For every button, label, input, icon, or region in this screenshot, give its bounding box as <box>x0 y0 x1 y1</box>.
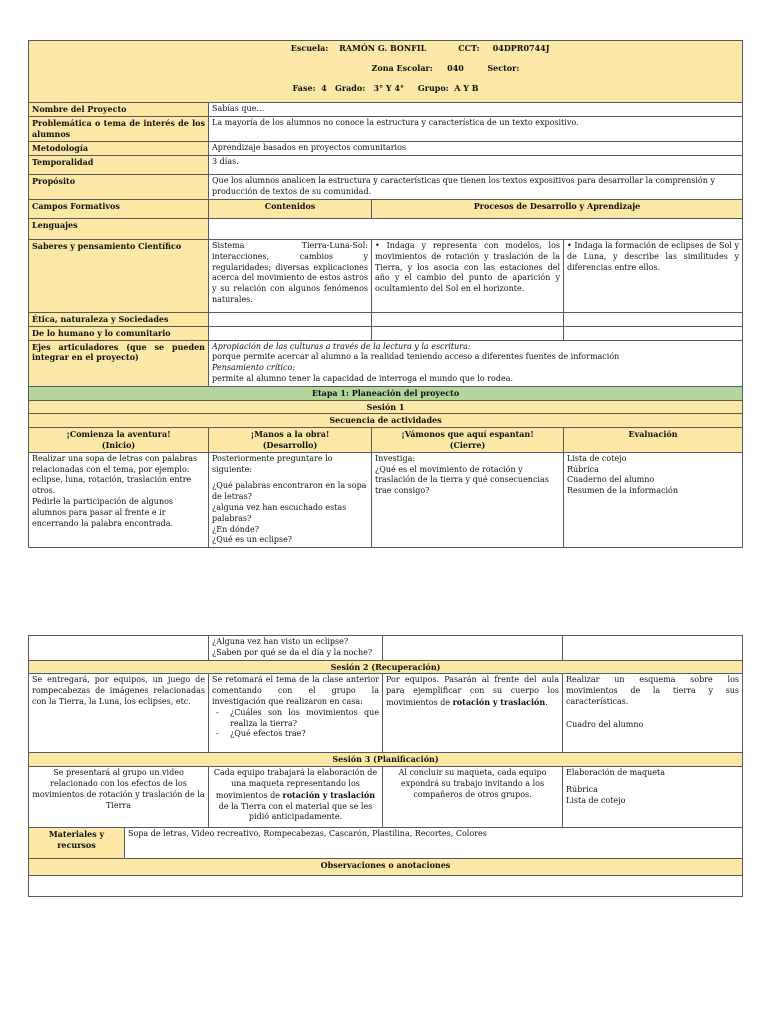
cierre-header <box>372 428 564 453</box>
desarrollo-line: ¿Qué palabras encontraron en la sopa de letras? <box>212 481 367 502</box>
sesion3-desarrollo <box>209 767 383 828</box>
continuacion-line: ¿Alguna vez han visto un eclipse? <box>212 637 349 646</box>
sector-label: Sector: <box>487 62 520 73</box>
desarrollo-header <box>209 428 372 453</box>
etica-pda-2 <box>564 312 743 326</box>
row-problematica <box>29 117 743 142</box>
escuela-label: Escuela: <box>290 43 329 53</box>
escuela-value: RAMÓN G. BONFIL <box>339 43 427 53</box>
zona-label: Zona Escolar: <box>371 62 433 73</box>
fase-value: 4 <box>321 82 327 93</box>
row-nombre <box>29 103 743 117</box>
continuacion-line: ¿Saben por qué se da el día y la noche? <box>212 647 373 657</box>
sesion3-inicio: Se presentará al grupo un video relacionado con los efectos de los movimientos de rotación y traslación de la Tierra <box>29 767 209 828</box>
problematica-label: Problemática o tema de interés de los alumnos <box>29 117 209 142</box>
sesion3-content-row <box>29 767 743 828</box>
grupo-label: Grupo: <box>417 82 449 93</box>
sesion2-evaluacion-2: Cuadro del alumno <box>566 719 644 729</box>
sesion3-title-row <box>29 753 743 767</box>
sesion2-inicio: Se entregará, por equipos, un juego de rompecabezas de imágenes relacionadas con la Tierra, la Luna, los eclipses, etc. <box>29 674 209 753</box>
sesion1-inicio <box>29 452 209 547</box>
sesion1-desarrollo <box>209 452 372 547</box>
row-temporalidad <box>29 155 743 174</box>
desarrollo-header-sub: (Desarrollo) <box>262 439 318 450</box>
temporalidad-value: 3 días. <box>209 155 743 174</box>
sesion1-title: Sesión 1 <box>29 400 743 414</box>
sesion3-evaluacion-item: Rúbrica <box>566 784 598 794</box>
secuencia-title: Secuencia de actividades <box>29 414 743 428</box>
humano-pda-2 <box>564 326 743 340</box>
row-humano <box>29 326 743 340</box>
materiales-row <box>29 828 743 859</box>
etapa-title: Etapa 1: Planeación del proyecto <box>29 386 743 400</box>
etica-label: Ética, naturaleza y Sociedades <box>29 312 209 326</box>
materiales-value: Sopa de letras, Video recreativo, Rompecabezas, Cascarón, Plastilina, Recortes, Colores <box>125 828 743 859</box>
problematica-value: La mayoría de los alumnos no conoce la estructura y característica de un texto expositivo. <box>209 117 743 142</box>
etica-pda-1 <box>372 312 564 326</box>
row-ejes <box>29 340 743 386</box>
evaluacion-header: Evaluación <box>564 428 743 453</box>
temporalidad-label: Temporalidad <box>29 155 209 174</box>
ejes-value <box>209 340 743 386</box>
cierre-header-title: ¡Vámonos que aquí espantan! <box>401 429 534 440</box>
proposito-value: Que los alumnos analicen la estructura y características que tienen los textos expositivos para desarrollar la comprensión y producción de textos de su comunidad. <box>209 174 743 199</box>
materiales-label: Materiales y recursos <box>29 828 125 859</box>
inicio-header-title: ¡Comienza la aventura! <box>66 429 171 440</box>
sesion2-evaluacion <box>563 674 743 753</box>
row-proposito <box>29 174 743 199</box>
cierre-line: Investiga: <box>375 453 416 463</box>
row-metodologia <box>29 142 743 156</box>
etapa-row <box>29 386 743 400</box>
planning-table-page-2 <box>28 635 743 897</box>
sesion2-title: Sesión 2 (Recuperación) <box>29 660 743 674</box>
proposito-label: Propósito <box>29 174 209 199</box>
metodologia-value: Aprendizaje basados en proyectos comunitarios <box>209 142 743 156</box>
evaluacion-item: Lista de cotejo <box>567 453 627 463</box>
inicio-header-sub: (Inicio) <box>101 439 136 450</box>
observaciones-title-row <box>29 859 743 876</box>
continuacion-desarrollo <box>209 636 383 661</box>
lenguajes-value <box>209 218 743 239</box>
sesion2-desarrollo-text: Se retomará el tema de la clase anterior comentando con el grupo la investigación que realizaron en casa: <box>212 675 379 706</box>
ejes-line-3: Pensamiento crítico: <box>212 363 296 373</box>
contenidos-header: Contenidos <box>209 199 372 218</box>
grupo-value: A Y B <box>454 82 479 93</box>
sesion2-desarrollo-item: - ¿Cuáles son los movimientos que realiza la tierra? <box>230 708 379 730</box>
metodologia-label: Metodología <box>29 142 209 156</box>
sesion3-desarrollo-bold: rotación y traslación <box>282 789 376 800</box>
continuacion-evaluacion <box>563 636 743 661</box>
observaciones-value <box>29 876 743 897</box>
sesion1-evaluacion <box>564 452 743 547</box>
pda-header: Procesos de Desarrollo y Aprendizaje <box>372 199 743 218</box>
sesion2-desarrollo <box>209 674 383 753</box>
sesion3-evaluacion <box>563 767 743 828</box>
lenguajes-label: Lenguajes <box>29 218 209 239</box>
nombre-label: Nombre del Proyecto <box>29 103 209 117</box>
campos-header: Campos Formativos <box>29 199 209 218</box>
ejes-label: Ejes articuladores (que se pueden integrar en el proyecto) <box>29 340 209 386</box>
nombre-value: Sabías que… <box>209 103 743 117</box>
sesion3-desarrollo-end: de la Tierra con el material que se les pidió anticipadamente. <box>218 801 373 822</box>
saberes-pda-1: • Indaga y representa con modelos, los movimientos de rotación y traslación de la Tierra, y los asocia con las estaciones del año y el cambio del punto de aparición y ocultamiento del Sol en el horizonte. <box>372 239 564 312</box>
row-saberes <box>29 239 743 312</box>
campos-header-row <box>29 199 743 218</box>
sesion1-cierre <box>372 452 564 547</box>
desarrollo-header-title: ¡Manos a la obra! <box>250 429 330 440</box>
evaluacion-item: Resumen de la información <box>567 486 678 496</box>
sesion3-evaluacion-item: Lista de cotejo <box>566 795 626 805</box>
sesion1-row <box>29 400 743 414</box>
humano-label: De lo humano y lo comunitario <box>29 326 209 340</box>
humano-contenido <box>209 326 372 340</box>
zona-value: 040 <box>447 62 464 73</box>
humano-pda-1 <box>372 326 564 340</box>
saberes-pda-2: • Indaga la formación de eclipses de Sol y de Luna, y describe las similitudes y diferencias entre ellos. <box>564 239 743 312</box>
sesion1-content-row <box>29 452 743 547</box>
row-etica <box>29 312 743 326</box>
planning-table-page-1 <box>28 40 743 548</box>
secuencia-row <box>29 414 743 428</box>
grado-value: 3° Y 4° <box>373 82 404 93</box>
sesion2-content-row <box>29 674 743 753</box>
sesion2-desarrollo-item: - ¿Qué efectos trae? <box>230 729 379 740</box>
desarrollo-line: Posteriormente preguntare lo siguiente: <box>212 453 333 474</box>
grado-label: Grado: <box>335 82 366 93</box>
observaciones-row <box>29 876 743 897</box>
sesion3-evaluacion-item: Elaboración de maqueta <box>566 768 665 778</box>
ejes-line-1: Apropiación de las culturas a través de la lectura y la escritura: <box>212 341 471 351</box>
inicio-header <box>29 428 209 453</box>
sesion1-col-headers <box>29 428 743 453</box>
sesion2-evaluacion-1: Realizar un esquema sobre los movimientos de la tierra y sus características. <box>566 675 739 706</box>
sesion3-cierre: Al concluir su maqueta, cada equipo expondrá su trabajo invitando a los compañeros de otros grupos. <box>383 767 563 828</box>
row-lenguajes <box>29 218 743 239</box>
ejes-line-4: permite al alumno tener la capacidad de interroga el mundo que lo rodea. <box>212 373 514 383</box>
fase-label: Fase: <box>292 82 316 93</box>
desarrollo-line: ¿alguna vez han escuchado estas palabras? <box>212 502 347 523</box>
cct-label: CCT: <box>458 43 480 53</box>
cierre-line: ¿Qué es el movimiento de rotación y traslación de la tierra y qué consecuencias trae consigo? <box>375 464 549 496</box>
cct-value: 04DPR0744J <box>492 43 550 53</box>
sesion2-title-row <box>29 660 743 674</box>
evaluacion-item: Rúbrica <box>567 464 599 474</box>
cierre-header-sub: (Cierre) <box>449 439 486 450</box>
sesion1-inicio-p2: Pedirle la participación de algunos alumnos para pasar al frente e ir encerrando la palabra encontrada. <box>32 496 174 528</box>
sesion2-cierre-end: . <box>545 697 548 707</box>
desarrollo-line: ¿Qué es un eclipse? <box>212 535 293 545</box>
sesion2-cierre-bold: rotación y traslación <box>452 696 546 707</box>
desarrollo-line: ¿En dónde? <box>212 524 260 534</box>
sesion2-cierre <box>383 674 563 753</box>
saberes-label: Saberes y pensamiento Científico <box>29 239 209 312</box>
continuacion-row <box>29 636 743 661</box>
etica-contenido <box>209 312 372 326</box>
evaluacion-item: Cuaderno del alumno <box>567 475 655 485</box>
continuacion-cierre <box>383 636 563 661</box>
sesion3-desarrollo-text: Cada equipo trabajará la elaboración de una maqueta representando los movimientos de <box>213 768 378 800</box>
sesion2-cierre-text: Por equipos. Pasarán al frente del aula para ejemplificar con su cuerpo los movimientos de <box>386 675 559 707</box>
saberes-contenido: Sistema Tierra-Luna-Sol: interacciones, cambios y regularidades; diversas explicaciones acerca del movimiento de estos astros y su relación con algunos fenómenos naturales. <box>209 239 372 312</box>
school-header <box>29 41 743 103</box>
observaciones-title: Observaciones o anotaciones <box>29 859 743 876</box>
sesion1-inicio-p1: Realizar una sopa de letras con palabras relacionadas con el tema, por ejemplo: eclipse, luna, rotación, traslación entre otros. <box>32 453 198 496</box>
continuacion-inicio <box>29 636 209 661</box>
ejes-line-2: porque permite acercar al alumno a la realidad teniendo acceso a diferentes fuentes de información <box>212 352 620 362</box>
sesion3-title: Sesión 3 (Planificación) <box>29 753 743 767</box>
